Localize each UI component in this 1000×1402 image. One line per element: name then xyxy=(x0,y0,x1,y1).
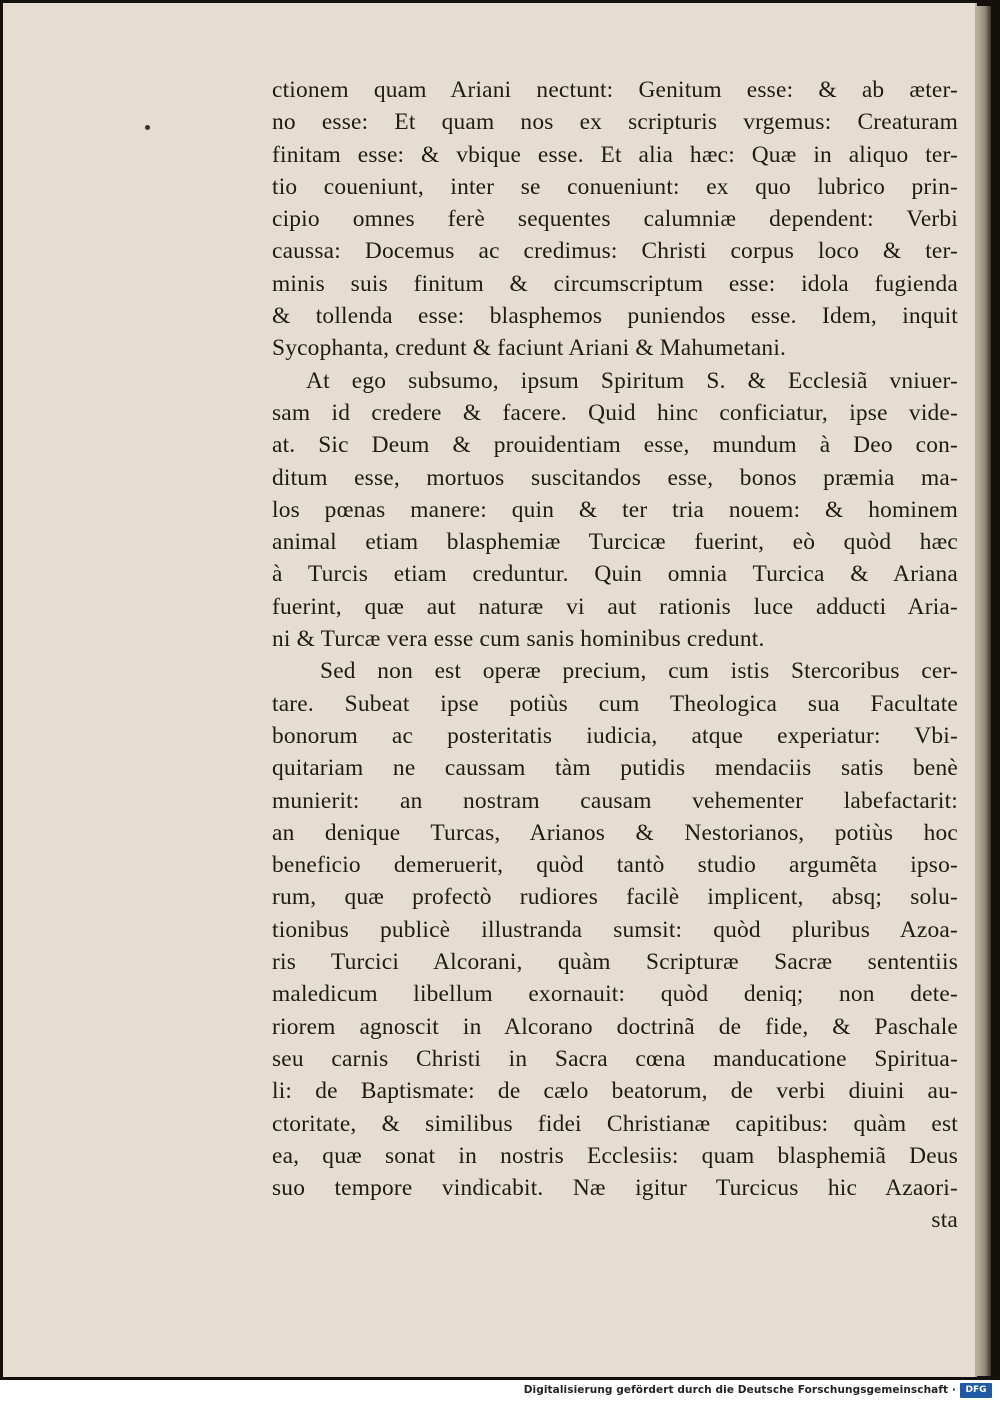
text-line: cipio omnes ferè sequentes calumniæ dependent: Verbi xyxy=(272,206,958,233)
text-line: rum, quæ profectò rudiores facilè implicent, absq; solu- xyxy=(272,884,958,911)
text-line: à Turcis etiam creduntur. Quin omnia Turcica & Ariana xyxy=(272,561,958,588)
paragraph-first-line: At ego subsumo, ipsum Spiritum S. & Ecclesiã vniuer- xyxy=(306,367,958,394)
text-line: beneficio demeruerit, quòd tantò studio argumẽta ipso- xyxy=(272,852,958,879)
text-line: ea, quæ sonat in nostris Ecclesiis: quam blasphemiã Deus xyxy=(272,1142,958,1169)
text-line: an denique Turcas, Arianos & Nestorianos, potiùs hoc xyxy=(272,819,958,846)
text-line: li: de Baptismate: de cælo beatorum, de verbi diuini au- xyxy=(272,1078,958,1105)
text-line: & tollenda esse: blasphemos puniendos esse. Idem, inquit xyxy=(272,303,958,330)
text-line: ris Turcici Alcorani, quàm Scripturæ Sacræ sententiis xyxy=(272,949,958,976)
text-line: ni & Turcæ vera esse cum sanis hominibus credunt. xyxy=(272,626,765,653)
digitization-footer xyxy=(0,1380,1000,1402)
text-line: tionibus publicè illustranda sumsit: quòd pluribus Azoa- xyxy=(272,916,958,943)
text-line: maledicum libellum exornauit: quòd deniq; non dete- xyxy=(272,981,958,1008)
text-line: ctionem quam Ariani nectunt: Genitum esse: & ab æter- xyxy=(272,77,958,103)
text-line: at. Sic Deum & prouidentiam esse, mundum à Deo con- xyxy=(272,432,958,459)
text-line: animal etiam blasphemiæ Turcicæ fuerint, eò quòd hæc xyxy=(272,529,958,556)
ink-speck xyxy=(145,125,150,130)
text-line: quitariam ne caussam tàm putidis mendaciis satis benè xyxy=(272,755,958,782)
text-line: caussa: Docemus ac credimus: Christi corpus loco & ter- xyxy=(272,238,958,265)
text-line: ditum esse, mortuos suscitandos esse, bonos præmia ma- xyxy=(272,464,958,491)
text-line: los pœnas manere: quin & ter tria nouem: & hominem xyxy=(272,496,958,523)
funding-credit: Digitalisierung gefördert durch die Deutsche Forschungsgemeinschaft · xyxy=(523,1384,956,1396)
catchword: sta xyxy=(931,1207,958,1234)
text-line: suo tempore vindicabit. Næ igitur Turcicus hic Azaori- xyxy=(272,1175,958,1202)
dfg-logo-icon: DFG xyxy=(960,1383,992,1398)
page-edge xyxy=(977,6,991,1376)
text-line: no esse: Et quam nos ex scripturis vrgemus: Creaturam xyxy=(272,109,958,136)
paragraph-first-line: Sed non est operæ precium, cum istis Stercoribus cer- xyxy=(320,658,958,685)
text-line: bonorum ac posteritatis iudicia, atque experiatur: Vbi- xyxy=(272,722,958,749)
text-line: tare. Subeat ipse potiùs cum Theologica sua Facultate xyxy=(272,690,958,717)
text-line: riorem agnoscit in Alcorano doctrinã de fide, & Paschale xyxy=(272,1013,958,1040)
text-line: munierit: an nostram causam vehementer labefactarit: xyxy=(272,787,958,814)
text-line: ctoritate, & similibus fidei Christianæ capitibus: quàm est xyxy=(272,1110,958,1137)
text-line: minis suis finitum & circumscriptum esse: idola fugienda xyxy=(272,270,958,297)
text-line: fuerint, quæ aut naturæ vi aut rationis luce adducti Aria- xyxy=(272,593,958,620)
text-line: sam id credere & facere. Quid hinc conficiatur, ipse vide- xyxy=(272,399,958,426)
text-line: finitam esse: & vbique esse. Et alia hæc: Quæ in aliquo ter- xyxy=(272,141,958,168)
text-line: seu carnis Christi in Sacra cœna manducatione Spiritua- xyxy=(272,1045,958,1072)
text-line: tio coueniunt, inter se conueniunt: ex quo lubrico prin- xyxy=(272,173,958,200)
text-line: Sycophanta, credunt & faciunt Ariani & Mahumetani. xyxy=(272,335,787,362)
page-text xyxy=(272,74,958,1237)
